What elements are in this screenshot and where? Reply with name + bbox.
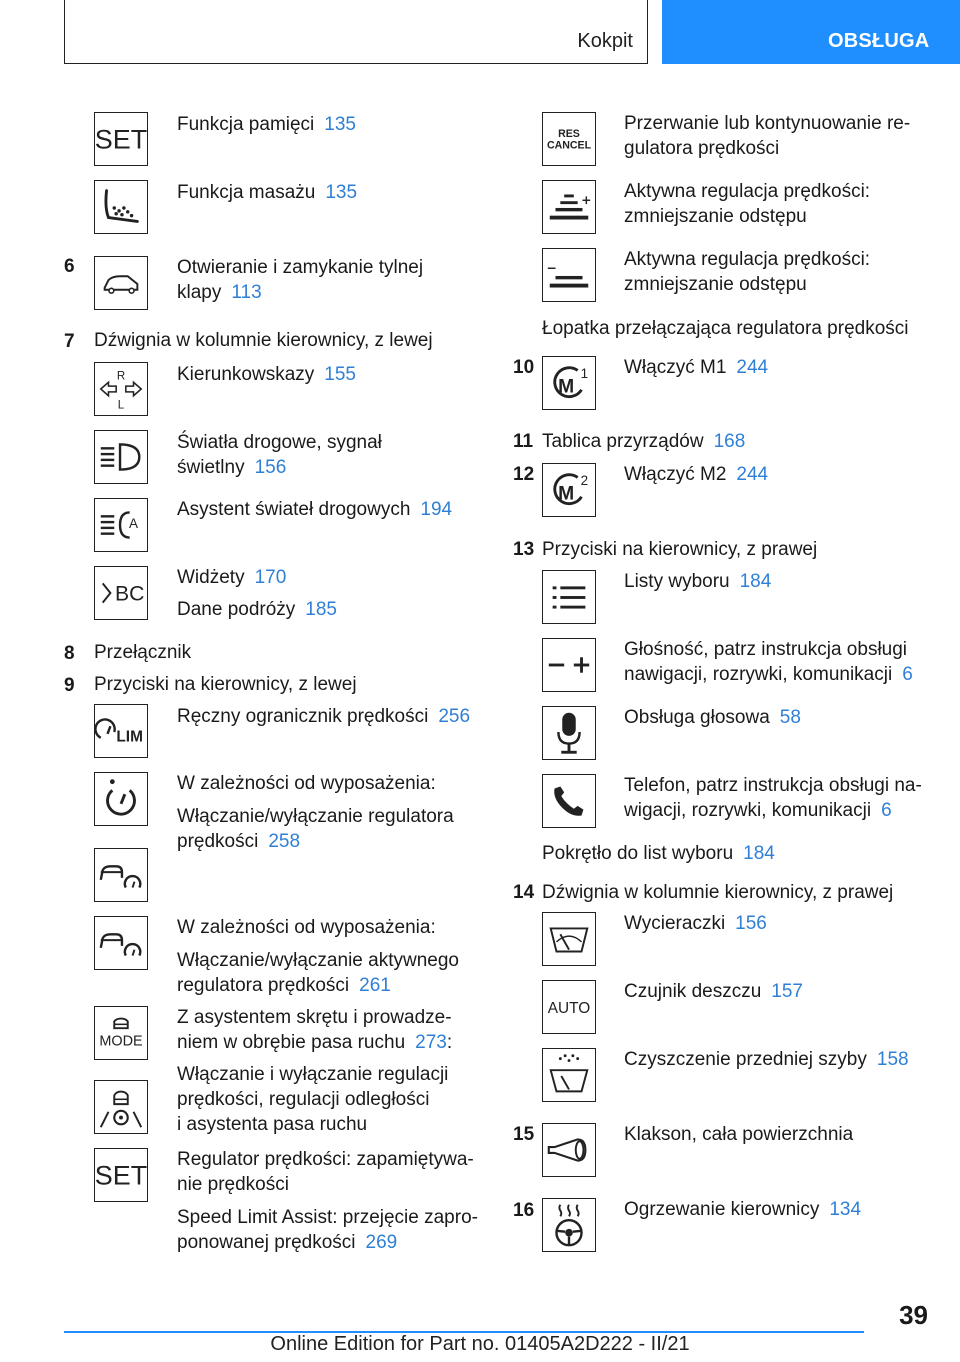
- item-13-title: Przyciski na kierownicy, z prawej: [542, 539, 818, 560]
- high-beam-assist-text: Asystent świateł drogowych 194: [177, 499, 453, 520]
- page-ref-link[interactable]: 156: [735, 913, 767, 934]
- svg-text:MODE: MODE: [99, 1033, 143, 1050]
- item-8-title: Przełącznik: [94, 642, 192, 663]
- washer-text: Czyszczenie przedniej szyby 158: [624, 1049, 909, 1070]
- page-ref-link[interactable]: 261: [359, 975, 391, 996]
- page-ref-link[interactable]: 135: [325, 182, 358, 203]
- distance-minus-text: Aktywna regulacja prędkości: zmniejszanie odstępu: [624, 249, 871, 295]
- item-number-12: 12: [513, 464, 535, 485]
- svg-text:BC: BC: [114, 582, 145, 606]
- volume-text: Głośność, patrz instrukcja obsługi nawigacji, rozrywki, komunikacji 6: [624, 639, 913, 685]
- page-number: 39: [899, 1300, 928, 1330]
- header-section-title: Kokpit: [577, 30, 633, 52]
- page-ref-link[interactable]: 6: [881, 800, 892, 821]
- distance-minus-icon: [542, 248, 596, 302]
- header-tab-label: OBSŁUGA: [828, 30, 930, 52]
- heated-wheel-icon: [542, 1198, 596, 1252]
- speed-limiter-text: Ręczny ogranicznik prędkości 256: [177, 706, 471, 727]
- page-ref-link[interactable]: 135: [324, 114, 356, 135]
- header-tab[interactable]: [662, 0, 960, 64]
- horn-text: Klakson, cała powierzchnia: [624, 1124, 854, 1145]
- item-number-6: 6: [64, 256, 75, 277]
- m1-text: Włączyć M1 244: [624, 357, 769, 378]
- lane-assist-text: Włączanie i wyłączanie regulacji prędkości, regulacji odległości i asystenta pasa ruchu: [177, 1064, 449, 1135]
- page-ref-link[interactable]: 269: [365, 1232, 398, 1253]
- wiper-icon: [542, 912, 596, 966]
- page-ref-link[interactable]: 273: [415, 1032, 447, 1053]
- active-cruise-text: W zależności od wyposażenia: Włączanie/wyłączanie aktywnego regulatora prędkości 261: [177, 917, 459, 996]
- auto-rain-icon: [542, 980, 596, 1034]
- cruise-distance-icon: [94, 848, 148, 902]
- washer-icon: [542, 1048, 596, 1102]
- page-ref-link[interactable]: 168: [713, 431, 746, 452]
- item-number-7: 7: [64, 331, 75, 352]
- horn-icon: [542, 1123, 596, 1177]
- voice-text: Obsługa głosowa 58: [624, 707, 801, 728]
- footer-edition: Online Edition for Part no. 01405A2D222 - II/21: [270, 1333, 690, 1355]
- heated-wheel-text: Ogrzewanie kierownicy 134: [624, 1199, 862, 1220]
- lists-text: Listy wyboru 184: [624, 571, 772, 592]
- item-number-13: 13: [513, 539, 535, 560]
- res-cancel-icon: [542, 112, 596, 166]
- item-number-8: 8: [64, 643, 75, 664]
- turn-signal-text: Kierunkowskazy 155: [177, 364, 356, 385]
- m2-text: Włączyć M2 244: [624, 464, 769, 485]
- res-cancel-text: Przerwanie lub kontynuowanie re- gulatora prędkości: [624, 113, 911, 159]
- page-ref-link[interactable]: 244: [736, 357, 769, 378]
- svg-text:CANCEL: CANCEL: [546, 139, 592, 152]
- tailgate-icon: [94, 256, 148, 310]
- item-14-title: Dźwignia w kolumnie kierownicy, z prawej: [542, 882, 894, 903]
- mode-button-icon: [94, 1006, 148, 1060]
- turn-signal-icon: [94, 362, 148, 416]
- page-ref-link[interactable]: 194: [420, 499, 453, 520]
- item-number-9: 9: [64, 675, 75, 696]
- svg-text:M: M: [558, 376, 575, 398]
- item-number-15: 15: [513, 1124, 535, 1145]
- svg-text:R: R: [116, 370, 126, 383]
- item-number-11: 11: [513, 431, 534, 452]
- page-ref-link[interactable]: 58: [779, 707, 801, 728]
- svg-text:1: 1: [580, 366, 589, 382]
- high-beam-assist-icon: [94, 498, 148, 552]
- phone-icon: [542, 774, 596, 828]
- svg-text:M: M: [558, 483, 575, 505]
- set-speed-text: Regulator prędkości: zapamiętywa- nie prędkości Speed Limit Assist: przejęcie zapro- ponowanej prędkości 269: [177, 1149, 478, 1253]
- cruise-control-icon: [94, 772, 148, 826]
- page-ref-link[interactable]: 244: [736, 464, 769, 485]
- page-ref-link[interactable]: 113: [231, 282, 262, 303]
- svg-text:SET: SET: [95, 1160, 147, 1191]
- active-cruise-icon: [94, 916, 148, 970]
- distance-plus-icon: [542, 180, 596, 234]
- item-number-10: 10: [513, 357, 535, 378]
- list-icon: [542, 570, 596, 624]
- knob-text: Pokrętło do list wyboru 184: [542, 843, 775, 864]
- massage-text: Funkcja masażu 135: [177, 182, 358, 203]
- paddle-title: Łopatka przełączająca regulatora prędkości: [542, 318, 909, 339]
- svg-text:2: 2: [580, 473, 589, 489]
- phone-text: Telefon, patrz instrukcja obsługi na- wigacji, rozrywki, komunikacji 6: [624, 775, 922, 821]
- page-ref-link[interactable]: 155: [324, 364, 356, 385]
- header-section-box: [64, 0, 648, 64]
- cruise-control-text: W zależności od wyposażenia: Włączanie/wyłączanie regulatora prędkości 258: [177, 773, 454, 852]
- page-ref-link[interactable]: 6: [902, 664, 913, 685]
- set-memory-icon: [94, 112, 148, 166]
- item-number-16: 16: [513, 1200, 535, 1221]
- massage-seat-icon: [94, 180, 148, 234]
- bc-button-icon: [94, 566, 148, 620]
- page-ref-link[interactable]: 256: [438, 706, 471, 727]
- set-speed-icon: [94, 1148, 148, 1202]
- rain-sensor-text: Czujnik deszczu 157: [624, 981, 803, 1002]
- page-ref-link[interactable]: 185: [305, 599, 337, 620]
- page-ref-link[interactable]: 134: [829, 1199, 862, 1220]
- bc-text: Widżety 170 Dane podróży 185: [177, 567, 337, 620]
- item-9-title: Przyciski na kierownicy, z lewej: [94, 674, 357, 695]
- volume-icon: [542, 638, 596, 692]
- tailgate-text: Otwieranie i zamykanie tylnej klapy 113: [177, 257, 424, 303]
- svg-text:LIM: LIM: [116, 728, 143, 746]
- page-ref-link[interactable]: 184: [739, 571, 772, 592]
- page-ref-link[interactable]: 156: [254, 457, 287, 478]
- svg-text:AUTO: AUTO: [547, 999, 591, 1017]
- microphone-icon: [542, 706, 596, 760]
- svg-text:L: L: [117, 399, 125, 412]
- m1-button-icon: [542, 356, 596, 410]
- page-ref-link[interactable]: 170: [254, 567, 287, 588]
- item-number-14: 14: [513, 882, 535, 903]
- svg-text:RES: RES: [558, 128, 580, 141]
- page-ref-link[interactable]: 157: [771, 981, 803, 1002]
- lane-assist-icon: [94, 1080, 148, 1134]
- item-7-title: Dźwignia w kolumnie kierownicy, z lewej: [94, 330, 433, 351]
- high-beam-icon: [94, 430, 148, 484]
- svg-text:A: A: [129, 515, 139, 531]
- wipers-text: Wycieraczki 156: [624, 913, 767, 934]
- high-beam-text: Światła drogowe, sygnał świetlny 156: [177, 432, 382, 478]
- mode-text: Z asystentem skrętu i prowadze- niem w obrębie pasa ruchu 273:: [177, 1007, 453, 1053]
- item-11-text: Tablica przyrządów 168: [542, 431, 746, 452]
- page-ref-link[interactable]: 258: [268, 831, 301, 852]
- page-ref-link[interactable]: 158: [876, 1049, 909, 1070]
- svg-text:SET: SET: [95, 124, 147, 155]
- page-ref-link[interactable]: 184: [743, 843, 775, 864]
- set-memory-text: Funkcja pamięci 135: [177, 114, 356, 135]
- speed-limiter-icon: [94, 704, 148, 758]
- m2-button-icon: [542, 463, 596, 517]
- distance-plus-text: Aktywna regulacja prędkości: zmniejszanie odstępu: [624, 181, 871, 227]
